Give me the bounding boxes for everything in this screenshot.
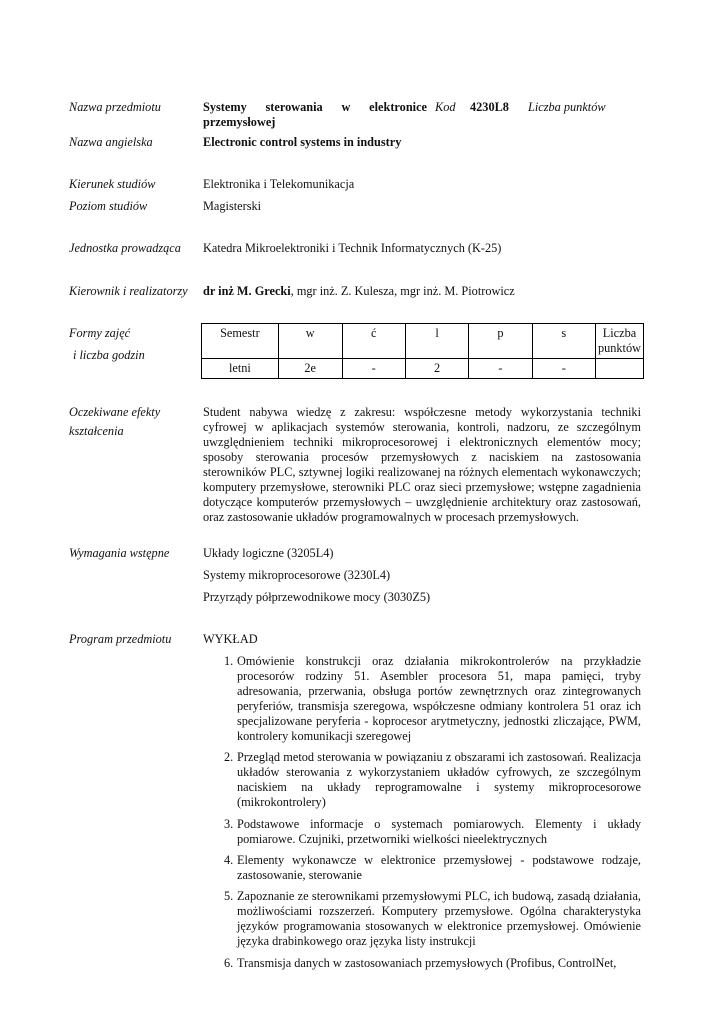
item-text: Transmisja danych w zastosowaniach przemysłowych (Profibus, ControlNet, [237,956,617,970]
cell-semester: letni [202,359,279,379]
lecturers [203,284,641,299]
co-lecturers: , mgr inż. Z. Kulesza, mgr inż. M. Piotrowicz [290,284,515,298]
prerequisite-item: Układy logiczne (3205L4) [203,546,334,560]
header-w: w [278,324,342,359]
item-text: Podstawowe informacje o systemach pomiarowych. Elementy i układy pomiarowe. Czujniki, przetworniki wielkości nieelektrycznych [237,817,641,846]
outcomes-label-line2: kształcenia [69,424,124,438]
schedule-table [201,323,644,379]
course-code: 4230L8 [470,100,509,114]
list-item [203,956,641,971]
list-item [203,750,641,810]
list-item [203,817,641,847]
schedule-label-line2: i liczba godzin [73,348,145,362]
unit-label: Jednostka prowadząca [69,241,181,255]
english-name: Electronic control systems in industry [203,135,402,149]
list-item [203,889,641,949]
study-level: Magisterski [203,199,262,213]
prerequisites-label: Wymagania wstępne [69,546,170,560]
header-s: s [532,324,595,359]
item-number: 5. [224,889,234,903]
cell-l: 2 [405,359,468,379]
subject-name-label: Nazwa przedmiotu [69,100,161,114]
code-label: Kod [435,100,456,114]
header-p: p [469,324,532,359]
cell-points [595,359,643,379]
field-of-study-label: Kierunek studiów [69,177,156,191]
list-item [203,654,641,744]
subject-name: Systemy sterowania w elektronice [203,100,427,114]
program-list [203,654,641,971]
prerequisite-item: Przyrządy półprzewodnikowe mocy (3030Z5) [203,590,431,604]
lead-lecturer: dr inż M. Grecki [203,284,291,298]
cell-c: - [342,359,405,379]
study-level-label: Poziom studiów [69,199,148,213]
header-l: l [405,324,468,359]
program-label: Program przedmiotu [69,632,172,646]
subject-name-line2: przemysłowej [203,115,276,129]
teaching-unit: Katedra Mikroelektroniki i Technik Informatycznych (K-25) [203,241,502,255]
schedule-label: Formy zajęć [69,326,131,340]
cell-w: 2e [278,359,342,379]
outcomes-label: Oczekiwane efekty [69,405,161,419]
item-text: Elementy wykonawcze w elektronice przemysłowej - podstawowe rodzaje, zastosowanie, sterowanie [237,853,641,882]
table-row [202,359,644,379]
header-semester: Semestr [202,324,279,359]
table-header-row [202,324,644,359]
header-c: ć [342,324,405,359]
item-number: 4. [224,853,234,867]
outcomes-text: Student nabywa wiedzę z zakresu: współczesne metody wykorzystania techniki cyfrowej w aplikacjach systemów sterowania, kontroli, nadzoru, ze szczególnym uwzględnieniem techniki mikroprocesorowej i elektronicznych elementów mocy; sposoby sterowania procesów przemysłowych z naciskiem na zastosowania sterowników PLC, sztywnej logiki realizowanej na różnych elementach wykonawczych; komputery przemysłowe, sterowniki PLC oraz sieci przemysłowe; wstępne zagadnienia dotyczące komputerów przemysłowych – uwzględnienie architektury oraz zastosowań, oraz zastosowanie układów programowalnych w procesach przemysłowych. [203,405,641,524]
item-number: 3. [224,817,234,831]
english-name-label: Nazwa angielska [69,135,153,149]
item-number: 6. [224,956,234,970]
prerequisite-item: Systemy mikroprocesorowe (3230L4) [203,568,391,582]
item-text: Zapoznanie ze sterownikami przemysłowymi PLC, ich budową, zasadą działania, możliwościami rozszerzeń. Komputery przemysłowe. Ogólna charakterystyka języków programowania stosowanych w elektronice przemysłowej. Omówienie języka drabinkowego oraz języka listy instrukcji [237,889,641,948]
header-points: Liczba punktów [595,324,643,359]
field-of-study: Elektronika i Telekomunikacja [203,177,355,191]
item-number: 2. [224,750,234,764]
list-item [203,853,641,883]
lecturers-label: Kierownik i realizatorzy [69,284,188,298]
item-text: Przegląd metod sterowania w powiązaniu z obszarami ich zastosowań. Realizacja układów sterowania z wykorzystaniem układów cyfrowych, ze szczególnym naciskiem na układy reprogramowalne i systemy mikroprocesorowe (mikrokontrolery) [237,750,641,809]
cell-p: - [469,359,532,379]
item-text: Omówienie konstrukcji oraz działania mikrokontrolerów na przykładzie procesorów rodziny 51. Asembler procesora 51, mapa pamięci, tryby adresowania, przerwania, obsługa portów zewnętrznych oraz zintegrowanych peryferiów, transmisja szeregowa, współczesne odmiany kontrolera 51 oraz ich specjalizowane peryferia - koprocesor arytmetyczny, jednostki zliczające, PWM, kontrolery komunikacji szeregowej [237,654,641,743]
cell-s: - [532,359,595,379]
ects-points-label: Liczba punktów [528,100,606,114]
program-heading: WYKŁAD [203,632,258,646]
item-number: 1. [224,654,234,668]
